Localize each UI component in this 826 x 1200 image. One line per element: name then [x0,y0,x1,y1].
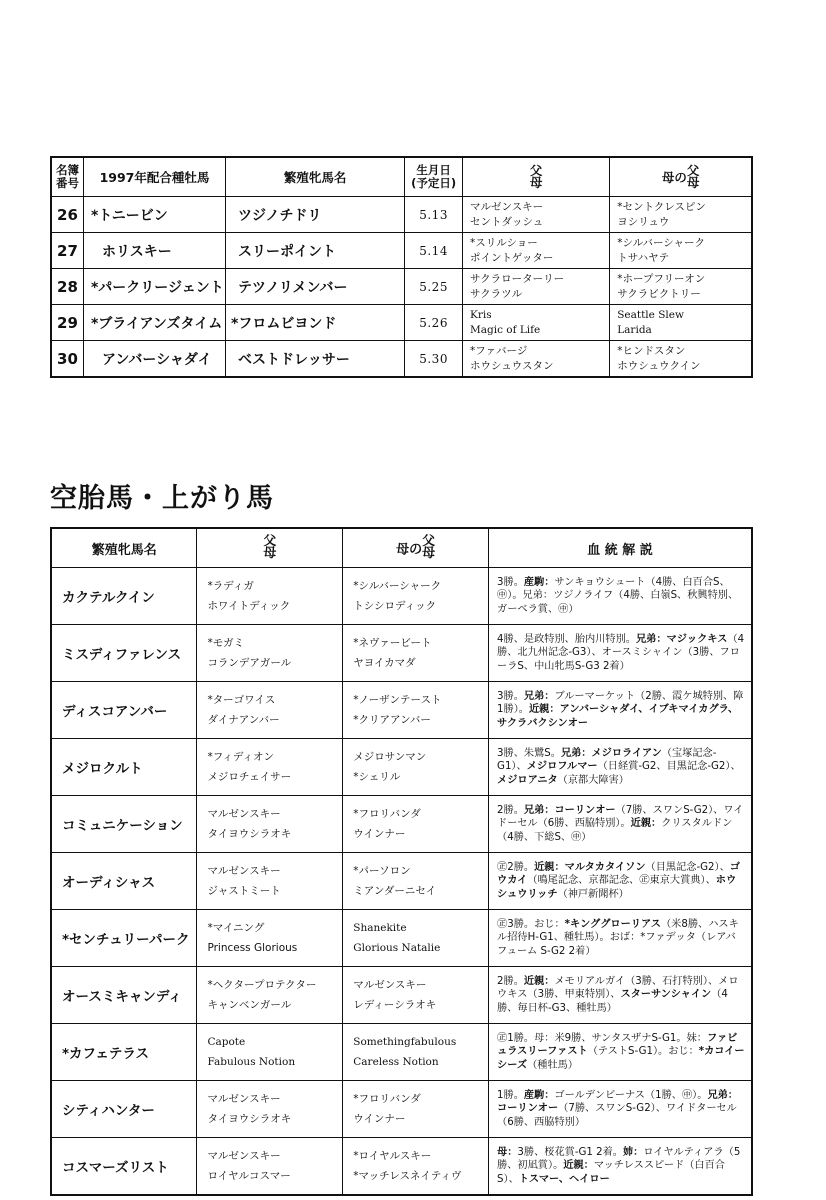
dam-name: ホワイトディック [207,600,291,612]
note-text: （京都大障害） [557,774,629,786]
dam-pedigree-cell [610,233,752,269]
note-highlight: 兄弟： [523,690,555,702]
stallion-name: アンバーシャダイ [83,341,225,378]
note-text: ㊣3勝。おじ： [497,918,565,930]
header-pedigree-notes: 血 統 解 説 [489,528,752,568]
dam-dam-name: Larida [617,323,652,336]
note-highlight: 近親：マルタカタイソン [534,861,646,873]
table-row [51,1024,752,1081]
table-row [51,739,752,796]
dam-pedigree-cell [343,739,489,796]
header-mare: 繁殖牝馬名 [51,528,197,568]
dam-sire-name: Seattle Slew [617,308,684,321]
table-row [51,568,752,625]
note-text: （テストS-G1）。おじ： [587,1046,699,1058]
pedigree-note [489,682,752,739]
dam-dam-name: サクラビクトリー [617,287,701,300]
dam-sire-name: *パーソロン [353,865,411,877]
note-text: （日経賞-G2、目黒記念-G2）、 [597,761,741,773]
dam-sire-name: *シルバーシャーク [617,236,706,249]
dam-name: ダイナアンバー [207,714,280,726]
header-dam-pedigree: 母の 父 母 [610,157,752,197]
dam-pedigree-cell [610,341,752,378]
pedigree-note [489,1138,752,1196]
dam-name: セントダッシュ [469,215,544,228]
note-highlight: 産駒： [523,1089,555,1101]
note-text: 1勝。 [497,1089,524,1101]
dam-dam-name: Careless Notion [353,1056,439,1068]
table-row [51,1081,752,1138]
sire-dam-cell [197,625,343,682]
dam-dam-name: トシシロディック [353,600,437,612]
table-row [51,910,752,967]
due-date: 5.25 [405,269,463,305]
dam-pedigree-cell [343,910,489,967]
dam-sire-name: *フロリバンダ [353,808,421,820]
section-title: 空胎馬・上がり馬 [50,483,274,514]
sire-dam-cell [197,1081,343,1138]
dam-name: キャンベンガール [207,999,292,1011]
dam-sire-name: *ホープフリーオン [617,272,706,285]
sire-dam-cell [197,1024,343,1081]
dam-sire-name: *ロイヤルスキー [353,1150,432,1162]
table-row [51,853,752,910]
sire-name: マルゼンスキー [207,865,281,877]
sire-dam-cell [462,341,609,378]
pedigree-note [489,910,752,967]
note-highlight: 姉： [623,1146,644,1158]
dam-sire-name: *ノーザンテースト [353,694,442,706]
sire-name: Kris [469,308,492,321]
sire-dam-cell [197,853,343,910]
pedigree-note [489,1024,752,1081]
note-text: 3勝、朱鷺S。 [497,747,561,759]
sire-dam-cell [462,269,609,305]
mare-name: カクテルクイン [51,568,197,625]
catalog-number: 30 [51,341,83,378]
note-text: 4勝、是政特別、胎内川特別。 [497,633,636,645]
table-row [51,625,752,682]
dam-pedigree-cell [610,197,752,233]
stallion-name: *ブライアンズタイム [83,305,225,341]
dam-dam-name: ヤヨイカマダ [353,657,416,669]
dam-sire-name: Shanekite [353,922,407,934]
note-text: マッチレススピード（白百合S）、 [497,1160,725,1185]
note-text: （種牡馬） [527,1059,579,1071]
note-highlight: 近親： [630,818,662,830]
due-date: 5.26 [405,305,463,341]
dam-name: メジロチェイサー [207,771,292,783]
dam-sire-name: マルゼンスキー [353,979,427,991]
pedigree-note [489,739,752,796]
dam-pedigree-cell [343,568,489,625]
table-row [51,1138,752,1196]
dam-name: タイヨウシラオキ [207,1113,292,1125]
stallion-name: *パークリージェント [83,269,225,305]
mare-name: ツジノチドリ [226,197,405,233]
note-text: ブルーマーケット（2勝、霞ケ城特別、障1勝）。 [497,690,744,716]
mare-name: コミュニケーション [51,796,197,853]
note-text: クリスタルドン（4勝、下総S、㊥） [497,818,733,843]
due-date: 5.13 [405,197,463,233]
note-text: 3勝。 [497,690,524,702]
mare-name: テツノリメンバー [226,269,405,305]
note-highlight: 近親：アンバーシャダイ、イブキマイカグラ、サクラバクシンオー [497,704,739,729]
mare-name: ディスコアンバー [51,682,197,739]
dam-name: Princess Glorious [207,942,298,954]
sire-name: *モガミ [207,637,245,649]
note-highlight: ホウシュウリッチ [497,875,737,900]
pedigree-note [489,796,752,853]
sire-name: *フィディオン [207,751,275,763]
dam-sire-name: *セントクレスピン [617,200,706,213]
sire-name: *ターゴワイス [207,694,276,706]
dam-dam-name: Glorious Natalie [353,942,441,954]
sire-dam-cell [197,967,343,1024]
note-text: ロイヤルティアラ（5勝、初凪賞）。 [497,1146,741,1172]
table-row [51,233,752,269]
table-row [51,305,752,341]
sire-name: *スリルショー [469,236,538,249]
table-row [51,796,752,853]
dam-name: ジャストミート [207,885,281,897]
sire-name: マルゼンスキー [207,1093,281,1105]
note-text: 3勝、桜花賞-G1 2着。 [517,1146,623,1158]
note-text: （7勝、スワンS-G2）、ワイドターセル（6勝、西脇特別） [497,1103,737,1128]
dam-sire-name: *ネヴァービート [353,637,432,649]
stallion-name: ホリスキー [83,233,225,269]
stallion-name: *トニービン [83,197,225,233]
catalog-number: 26 [51,197,83,233]
pedigree-note [489,568,752,625]
mare-name: *フロムビヨンド [226,305,405,341]
note-text: （4勝、毎日杯-G3、種牡馬） [497,989,728,1014]
note-text: （4勝、北九州記念-G3）、オースミシャイン（3勝、フローラS、中山牝馬S-G3 2着） [497,633,745,672]
mare-name: オーディシャス [51,853,197,910]
header-sire-dam: 父 母 [462,157,609,197]
header-stallion: 1997年配合種牡馬 [83,157,225,197]
mare-name: シティハンター [51,1081,197,1138]
dam-dam-name: ヨシリュウ [617,215,670,228]
dam-dam-name: ミアンダーニセイ [353,885,437,897]
header-mare: 繁殖牝馬名 [226,157,405,197]
note-highlight: トスマー、ヘイロー [518,1173,610,1185]
dam-dam-name: *クリアアンバー [353,714,431,726]
pedigree-note [489,967,752,1024]
table-row [51,197,752,233]
mare-name: メジロクルト [51,739,197,796]
dam-sire-name: *シルバーシャーク [353,580,442,592]
stallion-mating-table [50,156,753,378]
note-highlight: ファビュラスリーファスト [497,1032,738,1058]
header-number: 名簿 番号 [51,157,83,197]
note-text: 2勝。 [497,804,524,816]
sire-dam-cell [197,568,343,625]
sire-dam-cell [462,197,609,233]
dam-sire-name: *ヒンドスタン [617,344,686,357]
note-highlight: 兄弟：メジロライアン [560,747,662,759]
mare-name: スリーポイント [226,233,405,269]
sire-name: サクラローターリー [469,272,565,285]
sire-name: *ヘクタープロテクター [207,979,317,991]
dam-name: ポイントゲッター [469,251,554,264]
dam-sire-name: Somethingfabulous [353,1036,457,1048]
note-text: メモリアルガイ（3勝、石打特別）、メロウキス（3勝、甲東特別）、 [497,975,739,1001]
dam-name: サクラツル [469,287,523,300]
header-sire-dam: 父 母 [197,528,343,568]
dam-pedigree-cell [343,625,489,682]
dam-dam-name: レディーシラオキ [353,999,437,1011]
dam-name: ロイヤルコスマー [207,1170,291,1182]
mare-name: *カフェテラス [51,1024,197,1081]
note-text: ゴールデンビーナス（1勝、㊥）。 [554,1089,708,1101]
note-highlight: 近親： [523,975,555,987]
note-highlight: ゴウカイ [497,861,740,887]
note-text: （宝塚記念-G1）、 [497,747,717,773]
dam-dam-name: *シェリル [353,771,401,783]
sire-dam-cell [197,910,343,967]
dam-name: ホウシュウスタン [469,359,554,372]
sire-dam-cell [462,305,609,341]
dam-pedigree-cell [343,682,489,739]
note-highlight: 兄弟：マジックキス [635,633,728,645]
table-row [51,269,752,305]
dam-dam-name: ウインナー [353,828,406,840]
note-text: ㊣2勝。 [497,861,535,873]
mare-name: コスマーズリスト [51,1138,197,1196]
note-text: （米8勝、ハスキル招待H-G1、種牡馬）。おば：*ファデッタ（レアバフューム S-G2 2着） [497,918,739,957]
dam-name: コランデアガール [207,657,292,669]
sire-dam-cell [197,796,343,853]
note-highlight: スターサンシャイン [620,989,712,1001]
sire-name: マルゼンスキー [469,200,544,213]
mare-name: ミスディファレンス [51,625,197,682]
pedigree-note [489,1081,752,1138]
mare-name: ベストドレッサー [226,341,405,378]
dam-dam-name: ホウシュウクイン [617,359,701,372]
sire-name: マルゼンスキー [207,1150,281,1162]
sire-dam-cell [197,1138,343,1196]
table-row [51,682,752,739]
catalog-number: 27 [51,233,83,269]
dam-dam-name: ウインナー [353,1113,406,1125]
pedigree-note [489,853,752,910]
dam-pedigree-cell [610,305,752,341]
dam-name: Magic of Life [469,323,541,336]
header-dam-pedigree: 母の 父 母 [343,528,489,568]
note-highlight: *キンググローリアス [564,918,661,930]
sire-name: *ファバージ [469,344,528,357]
note-highlight: 産駒： [523,576,555,588]
dam-pedigree-cell [343,1024,489,1081]
table1-header-row [51,157,752,197]
note-highlight: メジロアニタ [497,774,558,786]
sire-name: Capote [207,1036,246,1048]
note-highlight: メジロフルマー [526,761,598,773]
table2-header-row [51,528,752,568]
note-text: ㊣1勝。母：米9勝、サンタスザナS-G1。妹： [497,1032,707,1044]
note-text: （7勝、スワンS-G2）、ワイドーセル（6勝、西脇特別）。 [497,804,744,830]
barren-mares-table [50,527,753,1196]
dam-name: タイヨウシラオキ [207,828,292,840]
note-text: （鳴尾記念、京都記念、㊣東京大賞典）、 [527,875,716,887]
header-due-date: 生月日 (予定日) [405,157,463,197]
note-text: 3勝。 [497,576,524,588]
dam-pedigree-cell [343,1081,489,1138]
note-highlight: 近親： [563,1160,594,1172]
sire-dam-cell [462,233,609,269]
note-text: 2勝。 [497,975,524,987]
note-highlight: 兄弟：コーリンオー [523,804,616,816]
sire-name: マルゼンスキー [207,808,281,820]
dam-sire-name: メジロサンマン [353,751,427,763]
due-date: 5.30 [405,341,463,378]
dam-dam-name: トサハヤテ [617,251,670,264]
note-text: （目黒記念-G2）、 [645,861,730,873]
table-row [51,967,752,1024]
dam-pedigree-cell [343,853,489,910]
note-highlight: *カコイーシーズ [497,1046,745,1071]
dam-sire-name: *フロリバンダ [353,1093,421,1105]
note-highlight: 兄弟：コーリンオー [497,1089,738,1115]
sire-dam-cell [197,739,343,796]
catalog-number: 28 [51,269,83,305]
note-text: （神戸新聞杯） [557,888,629,900]
sire-dam-cell [197,682,343,739]
sire-name: *ラディガ [207,580,254,592]
dam-pedigree-cell [343,967,489,1024]
dam-pedigree-cell [343,1138,489,1196]
note-highlight: 母： [497,1146,518,1158]
dam-pedigree-cell [343,796,489,853]
dam-dam-name: *マッチレスネイティヴ [353,1170,462,1182]
table-row [51,341,752,378]
sire-name: *マイニング [207,922,265,934]
note-text: サンキョウシュート（4勝、白百合S、㊥）。兄弟：ツジノライフ（4勝、白嶺S、秋興特別、ガーベラ賞、㊥） [497,576,739,615]
catalog-number: 29 [51,305,83,341]
pedigree-note [489,625,752,682]
due-date: 5.14 [405,233,463,269]
mare-name: オースミキャンディ [51,967,197,1024]
dam-pedigree-cell [610,269,752,305]
mare-name: *センチュリーパーク [51,910,197,967]
dam-name: Fabulous Notion [207,1056,296,1068]
